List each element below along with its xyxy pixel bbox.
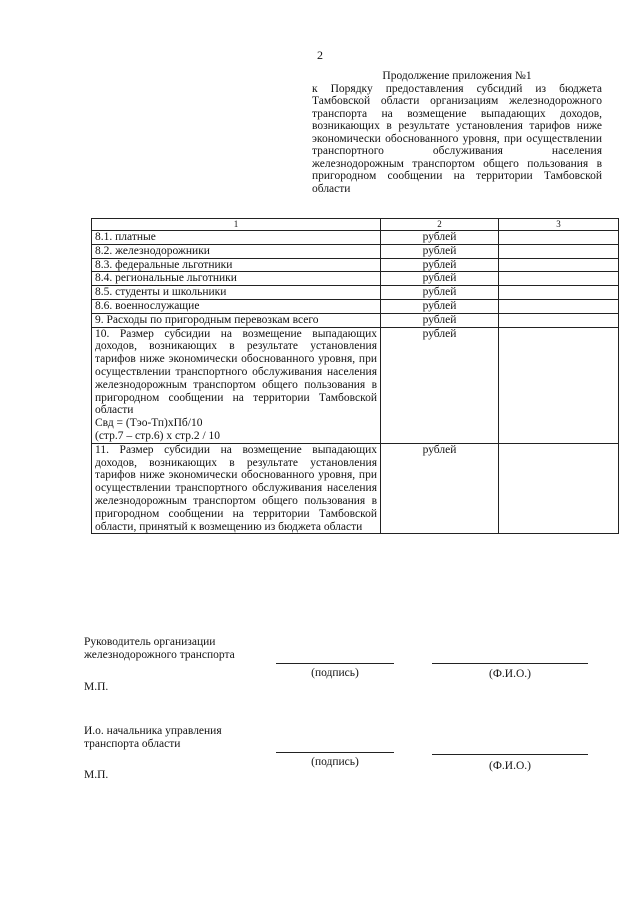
signer-1-signature-caption: (подпись) <box>311 667 359 679</box>
row-10-text: 10. Размер субсидии на возмещение выпадающих доходов, возникающих в результате установления тарифов ниже экономически обоснованного уровня, при осуществлении транспортного обслуживания населения железнодорожным транспортом общего пользования в пригородном сообщении на территории Тамбовской области <box>95 327 377 417</box>
row-10-formula: Свд = (Тэо-Тп)хПб/10 <box>95 417 203 430</box>
row-unit: рублей <box>381 299 499 313</box>
header-col-3: 3 <box>499 219 619 231</box>
signer-1-stamp: М.П. <box>84 681 109 693</box>
row-11-unit: рублей <box>381 443 499 534</box>
table-header-row <box>92 219 619 231</box>
row-value <box>499 286 619 300</box>
row-value <box>499 258 619 272</box>
row-unit: рублей <box>381 272 499 286</box>
table-row-10 <box>92 327 619 443</box>
appendix-text: к Порядку предоставления субсидий из бюджета Тамбовской области организациям железнодорожного транспорта на возмещение выпадающих доходов, возникающих в результате установления тарифов ниже экономически обоснованного уровня, при осуществлении транспортного обслуживания населения железнодорожным транспортом общего пользования в пригородном сообщении на территории Тамбовской области <box>312 82 602 195</box>
table-row-11 <box>92 443 619 534</box>
row-label: 8.5. студенты и школьники <box>92 286 381 300</box>
appendix-header <box>312 70 602 195</box>
table-row <box>92 231 619 245</box>
row-value <box>499 272 619 286</box>
row-value <box>499 299 619 313</box>
signer-2-signature-line <box>276 752 394 753</box>
row-unit: рублей <box>381 313 499 327</box>
row-label: 8.6. военнослужащие <box>92 299 381 313</box>
appendix-continuation: Продолжение приложения №1 <box>382 70 532 82</box>
row-10-value <box>499 327 619 443</box>
signer-2-signature-caption: (подпись) <box>311 756 359 768</box>
row-label: 8.4. региональные льготники <box>92 272 381 286</box>
row-10-unit: рублей <box>381 327 499 443</box>
row-label: 8.1. платные <box>92 231 381 245</box>
row-unit: рублей <box>381 258 499 272</box>
table-row <box>92 286 619 300</box>
row-value <box>499 231 619 245</box>
row-11-value <box>499 443 619 534</box>
header-col-2: 2 <box>381 219 499 231</box>
table-row <box>92 258 619 272</box>
row-10-formula-note: (стр.7 – стр.6) х стр.2 / 10 <box>95 429 221 442</box>
signer-2-position: И.о. начальника управления транспорта области <box>84 725 222 750</box>
signer-2-stamp: М.П. <box>84 769 109 781</box>
header-col-1: 1 <box>92 219 381 231</box>
row-unit: рублей <box>381 231 499 245</box>
table-row <box>92 244 619 258</box>
row-label: 9. Расходы по пригородным перевозкам всего <box>92 313 381 327</box>
page-number: 2 <box>317 48 323 62</box>
row-unit: рублей <box>381 286 499 300</box>
row-value <box>499 313 619 327</box>
signer-1-position: Руководитель организации железнодорожного транспорта <box>84 636 235 661</box>
row-value <box>499 244 619 258</box>
row-11-label: 11. Размер субсидии на возмещение выпадающих доходов, возникающих в результате установления тарифов ниже экономически обоснованного уровня, при осуществлении транспортного обслуживания населения железнодорожным транспортом общего пользования в пригородном сообщении на территории Тамбовской области, принятый к возмещению из бюджета области <box>92 443 381 534</box>
signer-2-name-caption: (Ф.И.О.) <box>489 760 531 772</box>
signer-1-name-line <box>432 663 588 664</box>
row-label: 8.2. железнодорожники <box>92 244 381 258</box>
row-10-label <box>92 327 381 443</box>
row-label: 8.3. федеральные льготники <box>92 258 381 272</box>
subsidy-table <box>91 218 619 534</box>
signer-2-name-line <box>432 754 588 755</box>
signer-1-name-caption: (Ф.И.О.) <box>489 668 531 680</box>
table-row <box>92 272 619 286</box>
signer-1-signature-line <box>276 663 394 664</box>
row-unit: рублей <box>381 244 499 258</box>
table-row <box>92 299 619 313</box>
table-row <box>92 313 619 327</box>
